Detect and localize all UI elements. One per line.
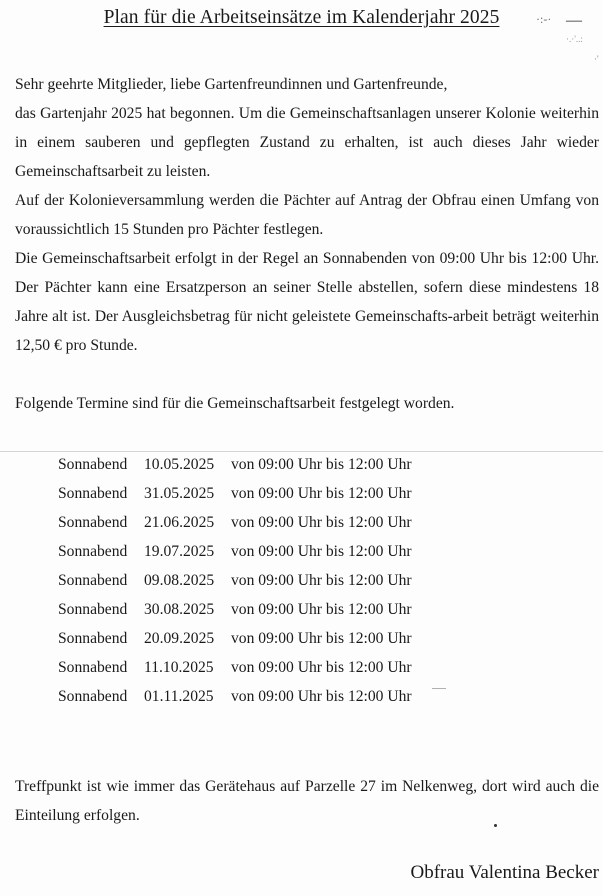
- schedule-row: [58, 537, 441, 566]
- schedule-day: Sonnabend: [58, 572, 128, 589]
- schedule-day: Sonnabend: [58, 630, 128, 647]
- closing-paragraph: Treffpunkt ist wie immer das Gerätehaus auf Parzelle 27 im Nelkenweg, dort wird auch die Einteilung erfolgen.: [15, 778, 599, 824]
- spacer: [15, 360, 599, 389]
- schedule-row: [58, 595, 441, 624]
- rules-paragraph: Die Gemeinschaftsarbeit erfolgt in der Regel an Sonnabenden von 09:00 Uhr bis 12:00 Uhr. Der Pächter kann eine Ersatzperson an seiner Stelle abstellen, sofern diese mindestens 18 Jahre alt ist. Der Ausgleichsbetrag für nicht geleistete Gemeinschafts-arbeit beträgt weiterhin 12,50 € pro Stunde.: [15, 250, 599, 354]
- schedule-date: 10.05.2025: [144, 456, 215, 473]
- schedule-time: von 09:00 Uhr bis 12:00 Uhr: [231, 572, 412, 589]
- schedule-date: 19.07.2025: [144, 543, 215, 560]
- schedule-day: Sonnabend: [58, 688, 128, 705]
- schedule-date: 30.08.2025: [144, 601, 215, 618]
- schedule-row: [58, 450, 441, 479]
- schedule-time: von 09:00 Uhr bis 12:00 Uhr: [231, 601, 412, 618]
- schedule-day: Sonnabend: [58, 485, 128, 502]
- scan-artifact: ·': [594, 54, 599, 64]
- letter-body: [15, 70, 599, 418]
- schedule-time: von 09:00 Uhr bis 12:00 Uhr: [231, 630, 412, 647]
- schedule-day: Sonnabend: [58, 543, 128, 560]
- schedule-day: Sonnabend: [58, 456, 128, 473]
- schedule-time: von 09:00 Uhr bis 12:00 Uhr: [231, 485, 412, 502]
- schedule-list: [58, 450, 441, 711]
- document-title: Plan für die Arbeitseinsätze im Kalenderjahr 2025: [103, 7, 500, 28]
- intro-paragraph: das Gartenjahr 2025 hat begonnen. Um die Gemeinschaftsanlagen unserer Kolonie weiterhin in einem sauberen und gepflegten Zustand zu erhalten, ist auch dieses Jahr wieder Gemeinschaftsarbeit zu leisten.: [15, 105, 599, 180]
- schedule-time: von 09:00 Uhr bis 12:00 Uhr: [231, 659, 412, 676]
- schedule-date: 31.05.2025: [144, 485, 215, 502]
- scan-artifact: ·:-·: [536, 12, 552, 26]
- scan-artifact: [494, 824, 497, 827]
- schedule-time: von 09:00 Uhr bis 12:00 Uhr: [231, 456, 412, 473]
- schedule-row: [58, 653, 441, 682]
- assembly-paragraph: Auf der Kolonieversammlung werden die Pächter auf Antrag der Obfrau einen Umfang von voraussichtlich 15 Stunden pro Pächter festlegen.: [15, 192, 599, 238]
- salutation: Sehr geehrte Mitglieder, liebe Gartenfreundinnen und Gartenfreunde,: [15, 76, 448, 93]
- schedule-date: 09.08.2025: [144, 572, 215, 589]
- scan-artifact: —: [566, 12, 582, 29]
- schedule-day: Sonnabend: [58, 514, 128, 531]
- schedule-intro: Folgende Termine sind für die Gemeinschaftsarbeit festgelegt worden.: [15, 395, 455, 412]
- schedule-date: 11.10.2025: [144, 659, 214, 676]
- schedule-row: [58, 624, 441, 653]
- scan-artifact: [432, 688, 446, 689]
- schedule-time: von 09:00 Uhr bis 12:00 Uhr: [231, 688, 412, 705]
- schedule-time: von 09:00 Uhr bis 12:00 Uhr: [231, 543, 412, 560]
- schedule-date: 21.06.2025: [144, 514, 215, 531]
- schedule-date: 01.11.2025: [144, 688, 214, 705]
- schedule-row: [58, 508, 441, 537]
- schedule-row: [58, 479, 441, 508]
- schedule-time: von 09:00 Uhr bis 12:00 Uhr: [231, 514, 412, 531]
- scan-artifact: ·.·'..:: [566, 34, 583, 44]
- signature: Obfrau Valentina Becker: [410, 862, 599, 883]
- schedule-row: [58, 682, 441, 711]
- schedule-day: Sonnabend: [58, 659, 128, 676]
- schedule-row: [58, 566, 441, 595]
- schedule-date: 20.09.2025: [144, 630, 215, 647]
- schedule-day: Sonnabend: [58, 601, 128, 618]
